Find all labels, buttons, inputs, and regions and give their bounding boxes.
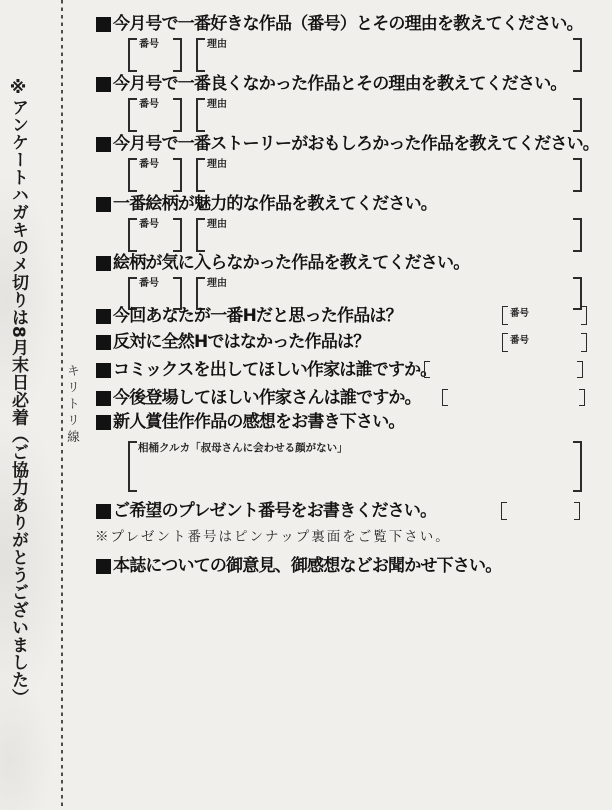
question-2-label: 今月号で一番良くなかった作品とその理由を教えてください。 <box>113 73 567 94</box>
number-field-label: 番号 <box>139 159 159 170</box>
question-1-label: 今月号で一番好きな作品（番号）とその理由を教えてください。 <box>113 13 583 34</box>
question-1-heading <box>96 14 583 34</box>
bullet-square-icon <box>96 309 111 324</box>
q3-number-answer-box <box>128 158 182 192</box>
number-field-label: 番号 <box>510 308 530 319</box>
q4-reason-answer-box <box>196 218 582 252</box>
question-11-label: ご希望のプレゼント番号をお書きください。 <box>113 500 437 521</box>
bullet-square-icon <box>96 197 111 212</box>
question-6-heading <box>96 306 402 326</box>
question-9-heading <box>96 388 421 408</box>
q2-reason-answer-box <box>196 98 582 132</box>
bullet-square-icon <box>96 335 111 350</box>
reason-field-label: 理由 <box>207 39 227 50</box>
number-field-label: 番号 <box>139 39 159 50</box>
question-6-label: 今回あなたが一番Hだと思った作品は？ <box>113 305 402 326</box>
question-5-label: 絵柄が気に入らなかった作品を教えてください。 <box>113 252 470 273</box>
q1-number-answer-box <box>128 38 182 72</box>
bullet-square-icon <box>96 504 111 519</box>
q7-number-answer-box <box>502 333 587 352</box>
q9-author-answer-box <box>442 389 585 406</box>
question-2-heading <box>96 74 567 94</box>
q11-present-number-answer-box <box>501 502 580 520</box>
question-4-heading <box>96 194 437 214</box>
q1-reason-answer-box <box>196 38 582 72</box>
question-7-label: 反対に全然Hではなかった作品は？ <box>113 331 370 352</box>
number-field-label: 番号 <box>139 219 159 230</box>
number-field-label: 番号 <box>510 335 530 346</box>
question-5-heading <box>96 253 469 273</box>
bullet-square-icon <box>96 77 111 92</box>
bullet-square-icon <box>96 17 111 32</box>
bullet-square-icon <box>96 137 111 152</box>
newcomer-work-caption: 相桶クルカ「叔母さんに会わせる顔がない」 <box>138 442 348 454</box>
q3-reason-answer-box <box>196 158 582 192</box>
q8-author-answer-box <box>424 361 583 378</box>
reason-field-label: 理由 <box>207 278 227 289</box>
bullet-square-icon <box>96 256 111 271</box>
q2-number-answer-box <box>128 98 182 132</box>
reason-field-label: 理由 <box>207 99 227 110</box>
question-8-heading <box>96 360 437 380</box>
question-11-heading <box>96 501 436 521</box>
bullet-square-icon <box>96 559 111 574</box>
question-10-heading <box>96 412 405 432</box>
question-10-label: 新人賞佳作作品の感想をお書き下さい。 <box>113 411 405 432</box>
q4-number-answer-box <box>128 218 182 252</box>
bullet-square-icon <box>96 415 111 430</box>
question-4-label: 一番絵柄が魅力的な作品を教えてください。 <box>113 193 437 214</box>
cut-dotted-line <box>61 0 63 810</box>
present-number-footnote: ※プレゼント番号はピンナップ裏面をご覧下さい。 <box>95 529 451 545</box>
q6-number-answer-box <box>502 306 587 325</box>
question-7-heading <box>96 332 369 352</box>
question-3-heading <box>96 134 599 154</box>
reason-field-label: 理由 <box>207 219 227 230</box>
reason-field-label: 理由 <box>207 159 227 170</box>
question-9-label: 今後登場してほしい作家さんは誰ですか。 <box>113 387 421 408</box>
question-3-label: 今月号で一番ストーリーがおもしろかった作品を教えてください。 <box>113 133 599 154</box>
bullet-square-icon <box>96 391 111 406</box>
question-12-label: 本誌についての御意見、御感想などお聞かせ下さい。 <box>113 555 502 576</box>
deadline-note-vertical: ※アンケートハガキのメ切りは8月末日必着（ご協力ありがとうございました） <box>8 78 28 706</box>
number-field-label: 番号 <box>139 278 159 289</box>
q10-feedback-answer-box <box>128 441 582 492</box>
number-field-label: 番号 <box>139 99 159 110</box>
question-8-label: コミックスを出してほしい作家は誰ですか。 <box>113 359 437 380</box>
cut-line-label: キリトリ線 <box>65 364 81 447</box>
bullet-square-icon <box>96 363 111 378</box>
question-12-heading <box>96 556 501 576</box>
